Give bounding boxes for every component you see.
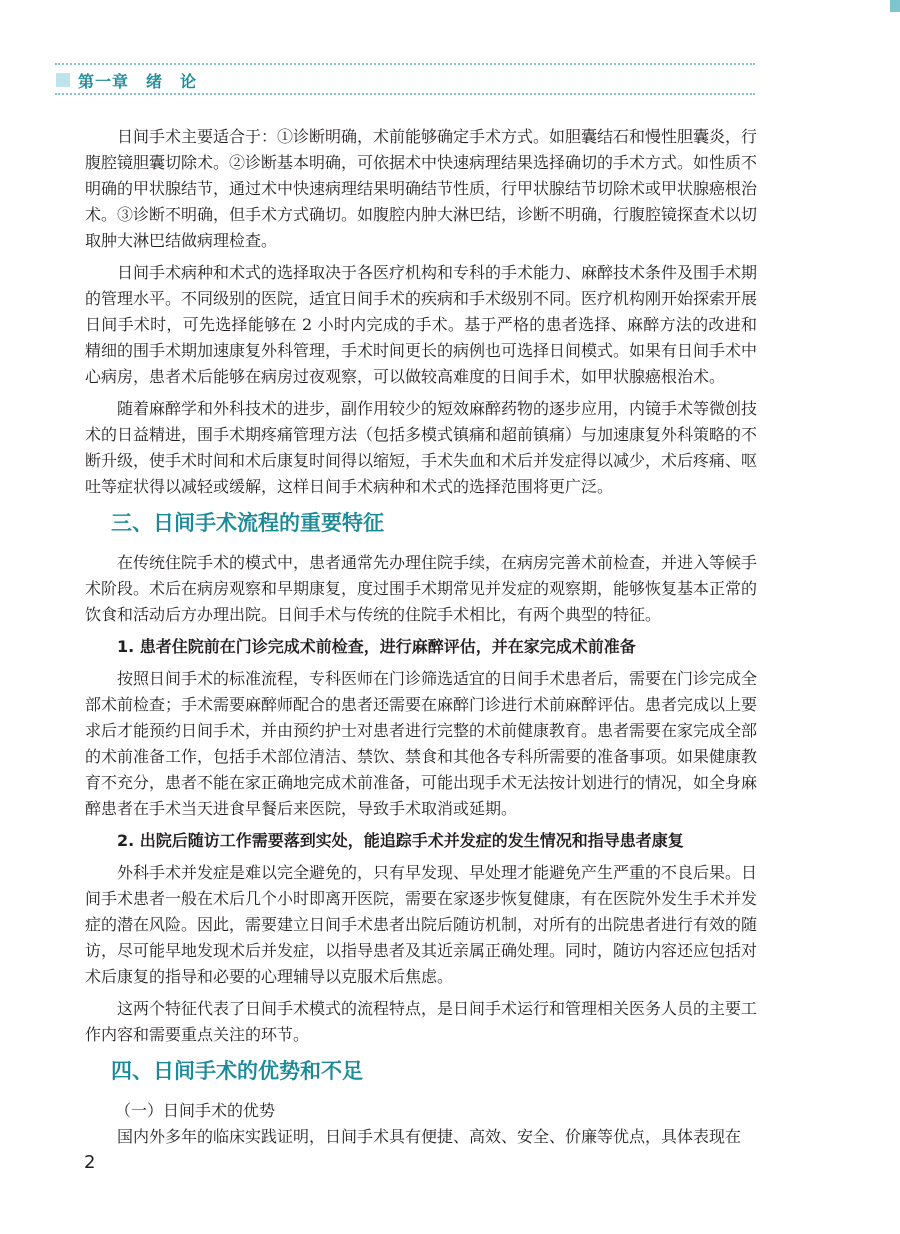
subheading-1: 1. 患者住院前在门诊完成术前检查，进行麻醉评估，并在家完成术前准备 — [117, 637, 636, 656]
paragraph-1: 日间手术主要适合于：①诊断明确，术前能够确定手术方式。如胆囊结石和慢性胆囊炎，行腹腔镜胆囊切除术。②诊断基本明确，可依据术中快速病理结果选择确切的手术方式。如性质不明确的甲状腺结节，通过术中快速病理结果明确结节性质，行甲状腺结节切除术或甲状腺癌根治术。③诊断不明确，但手术方式确切。如腹腔内肿大淋巴结，诊断不明确，行腹腔镜探查术以切取肿大淋巴结做病理检查。 — [85, 127, 758, 250]
paragraph-8: 国内外多年的临床实践证明，日间手术具有便捷、高效、安全、价廉等优点，具体表现在 — [117, 1127, 742, 1146]
page-body — [85, 124, 757, 1150]
paragraph-2: 日间手术病种和术式的选择取决于各医疗机构和专科的手术能力、麻醉技术条件及围手术期的管理水平。不同级别的医院，适宜日间手术的疾病和手术级别不同。医疗机构刚开始探索开展日间手术时，可先选择能够在 2 小时内完成的手术。基于严格的患者选择、麻醉方法的改进和精细的围手术期加速康复外科管理，手术时间更长的病例也可选择日间模式。如果有日间手术中心病房，患者术后能够在病房过夜观察，可以做较高难度的日间手术，如甲状腺癌根治术。 — [85, 263, 758, 386]
section-heading-4: 四、日间手术的优势和不足 — [111, 1059, 363, 1083]
header-top-rule — [55, 63, 755, 65]
paragraph-6: 外科手术并发症是难以完全避免的，只有早发现、早处理才能避免产生严重的不良后果。日间手术患者一般在术后几个小时即离开医院，需要在家逐步恢复健康，有在医院外发生手术并发症的潜在风险。因此，需要建立日间手术患者出院后随访机制，对所有的出院患者进行有效的随访，尽可能早地发现术后并发症，以指导患者及其近亲属正确处理。同时，随访内容还应包括对术后康复的指导和必要的心理辅导以克服术后焦虑。 — [85, 863, 758, 986]
page-number: 2 — [84, 1152, 96, 1173]
paragraph-4: 在传统住院手术的模式中，患者通常先办理住院手续，在病房完善术前检查，并进入等候手术阶段。术后在病房观察和早期康复，度过围手术期常见并发症的观察期，能够恢复基本正常的饮食和活动后方办理出院。日间手术与传统的住院手术相比，有两个典型的特征。 — [85, 553, 758, 624]
section-heading-3: 三、日间手术流程的重要特征 — [111, 511, 384, 535]
paragraph-7: 这两个特征代表了日间手术模式的流程特点，是日间手术运行和管理相关医务人员的主要工作内容和需要重点关注的环节。 — [85, 999, 758, 1044]
chapter-title: 第一章 绪 论 — [78, 72, 198, 91]
header-bottom-rule — [55, 93, 755, 95]
subheading-2: 2. 出院后随访工作需要落到实处，能追踪手术并发症的发生情况和指导患者康复 — [117, 831, 684, 850]
subsection-heading-1: （一）日间手术的优势 — [115, 1101, 276, 1120]
corner-mark — [890, 0, 900, 12]
paragraph-5: 按照日间手术的标准流程，专科医师在门诊筛选适宜的日间手术患者后，需要在门诊完成全部术前检查；手术需要麻醉师配合的患者还需要在麻醉门诊进行术前麻醉评估。患者完成以上要求后才能预约日间手术，并由预约护士对患者进行完整的术前健康教育。患者需要在家完成全部的术前准备工作，包括手术部位清洁、禁饮、禁食和其他各专科所需要的准备事项。如果健康教育不充分，患者不能在家正确地完成术前准备，可能出现手术无法按计划进行的情况，如全身麻醉患者在手术当天进食早餐后来医院，导致手术取消或延期。 — [85, 669, 758, 818]
paragraph-3: 随着麻醉学和外科技术的进步，副作用较少的短效麻醉药物的逐步应用，内镜手术等微创技术的日益精进，围手术期疼痛管理方法（包括多模式镇痛和超前镇痛）与加速康复外科策略的不断升级，使手术时间和术后康复时间得以缩短，手术失血和术后并发症得以减少，术后疼痛、呕吐等症状得以减轻或缓解，这样日间手术病种和术式的选择范围将更广泛。 — [85, 399, 758, 496]
header-square-icon — [56, 73, 70, 87]
